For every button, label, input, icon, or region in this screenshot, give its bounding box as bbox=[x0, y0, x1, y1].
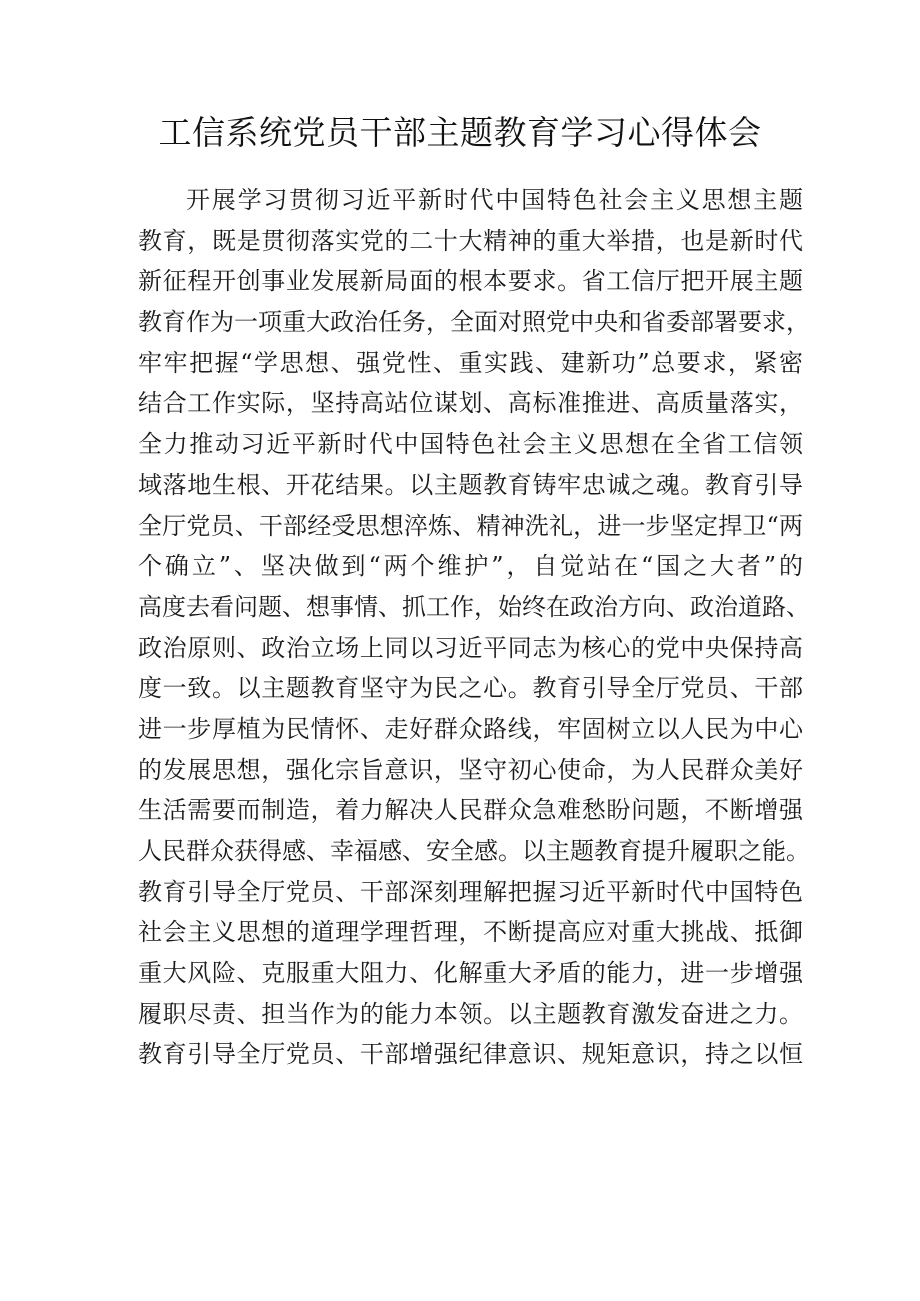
body-line: 教育作为一项重大政治任务，全面对照党中央和省委部署要求， bbox=[138, 308, 810, 337]
body-line: 全厅党员、干部经受思想淬炼、精神洗礼，进一步坚定捍卫“两 bbox=[138, 511, 803, 540]
body-line: 新征程开创事业发展新局面的根本要求。省工信厅把开展主题 bbox=[138, 267, 803, 296]
body-line: 教育引导全厅党员、干部深刻理解把握习近平新时代中国特色 bbox=[138, 877, 803, 906]
body-line: 度一致。以主题教育坚守为民之心。教育引导全厅党员、干部 bbox=[138, 674, 803, 703]
body-line: 生活需要而制造，着力解决人民群众急难愁盼问题，不断增强 bbox=[138, 796, 803, 825]
body-line: 结合工作实际，坚持高站位谋划、高标准推进、高质量落实， bbox=[138, 389, 803, 418]
document-body bbox=[138, 180, 810, 1075]
body-line: 重大风险、克服重大阻力、化解重大矛盾的能力，进一步增强 bbox=[138, 959, 803, 988]
body-line: 高度去看问题、想事情、抓工作，始终在政治方向、政治道路、 bbox=[138, 592, 810, 621]
body-line: 个确立”、坚决做到“两个维护”，自觉站在“国之大者”的 bbox=[138, 552, 803, 581]
body-line: 教育，既是贯彻落实党的二十大精神的重大举措，也是新时代 bbox=[138, 226, 803, 255]
document-title: 工信系统党员干部主题教育学习心得体会 bbox=[158, 113, 762, 152]
body-line: 人民群众获得感、幸福感、安全感。以主题教育提升履职之能。 bbox=[138, 837, 810, 865]
body-line: 教育引导全厅党员、干部增强纪律意识、规矩意识，持之以恒 bbox=[138, 1040, 803, 1069]
body-line: 域落地生根、开花结果。以主题教育铸牢忠诚之魂。教育引导 bbox=[138, 470, 803, 499]
body-line: 政治原则、政治立场上同以习近平同志为核心的党中央保持高 bbox=[138, 633, 803, 662]
body-line: 牢牢把握“学思想、强党性、重实践、建新功”总要求，紧密 bbox=[138, 348, 803, 377]
body-line: 的发展思想，强化宗旨意识，坚守初心使命，为人民群众美好 bbox=[138, 755, 803, 784]
body-line: 社会主义思想的道理学理哲理，不断提高应对重大挑战、抵御 bbox=[138, 918, 803, 947]
body-line: 全力推动习近平新时代中国特色社会主义思想在全省工信领 bbox=[138, 430, 803, 459]
body-line: 开展学习贯彻习近平新时代中国特色社会主义思想主题 bbox=[186, 186, 803, 214]
body-line: 履职尽责、担当作为的能力本领。以主题教育激发奋进之力。 bbox=[138, 999, 803, 1028]
body-line: 进一步厚植为民情怀、走好群众路线，牢固树立以人民为中心 bbox=[138, 714, 803, 743]
